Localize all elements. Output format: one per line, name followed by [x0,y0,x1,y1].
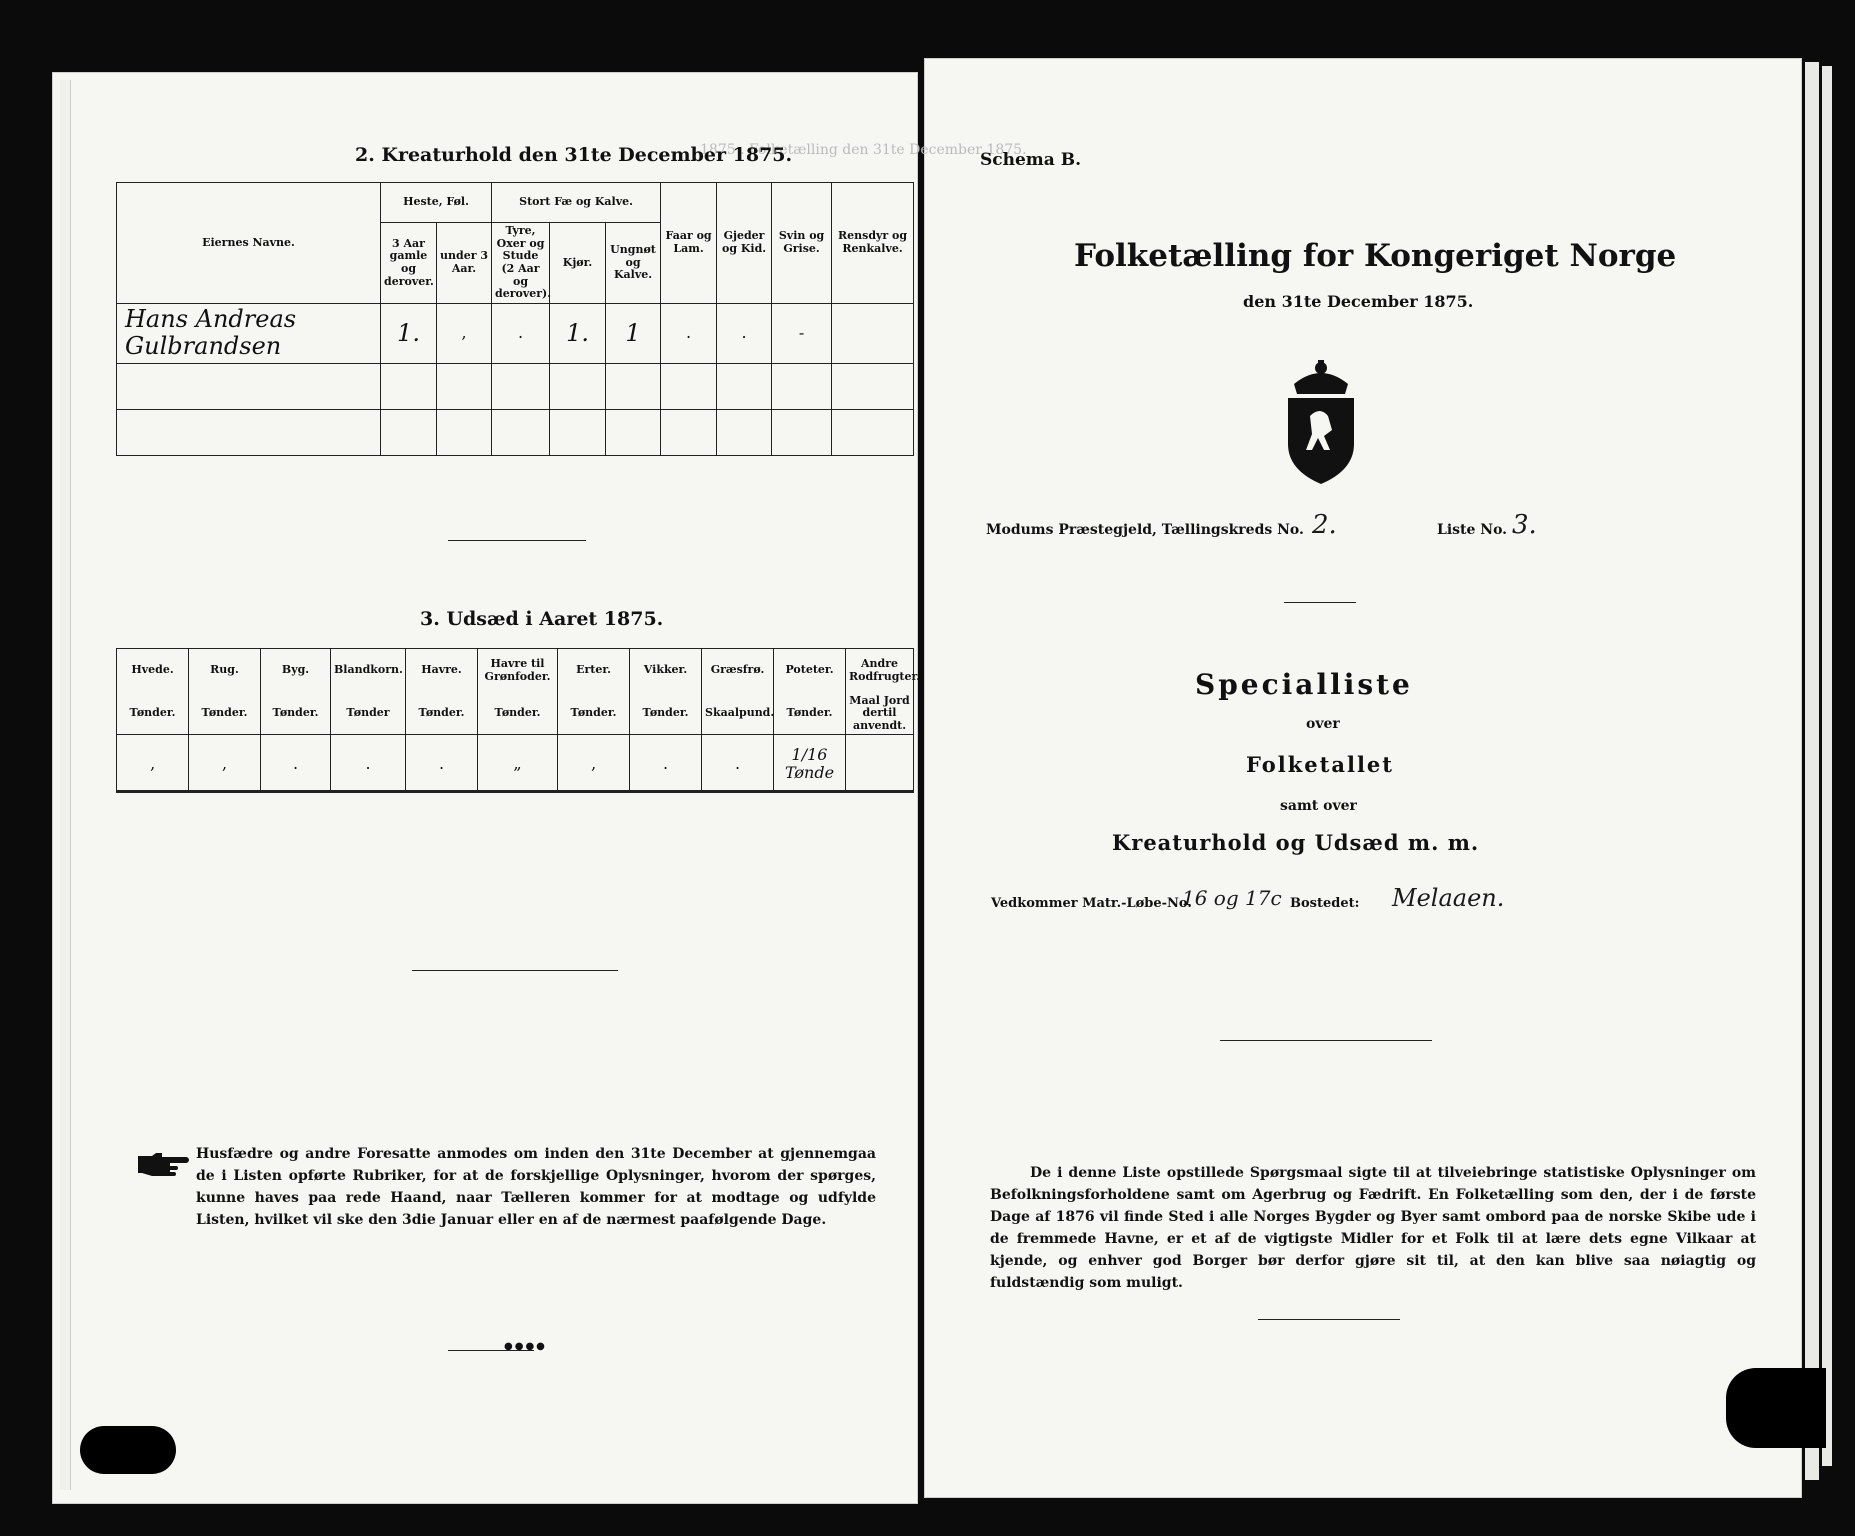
table-row [117,303,914,363]
sowing-column-unit: Tønder. [774,693,846,735]
bleed-through-text: 1875 . Folketælling den 31te December 1875. [700,142,1027,158]
main-title: Folketælling for Kongeriget Norge [1074,238,1677,274]
sowing-column-header: Havre til Grønfoder. [478,649,558,693]
sowing-column-unit: Tønder. [558,693,630,735]
sowing-column-unit: Tønder [331,693,406,735]
subtitle: den 31te December 1875. [1243,292,1474,311]
sowing-table [116,648,921,793]
divider [116,790,913,793]
notice-paragraph: Husfædre og andre Foresatte anmodes om inden den 31te December at gjennemgaa de i Listen opførte Rubriker, for at de forskjellige Oplysninger, hvorom der spørges, kunne haves paa rede Haand, naar Tælleren kommer for at modtage og udfylde Listen, hvilket vil ske den 3die Januar eller en af de nærmest paafølgende Dage. [196,1146,876,1228]
cows-value: 1. [550,303,606,363]
scan-blot [1726,1368,1826,1448]
sowing-column-header: Poteter. [774,649,846,693]
sowing-value: ‚ [558,735,630,793]
page-edge [1805,62,1819,1480]
cows-header: Kjør. [550,223,606,304]
goats-value: . [717,303,772,363]
kreds-number: 2. [1312,510,1337,540]
young-cattle-value: 1 [606,303,661,363]
sowing-value [846,735,914,793]
divider [1220,1040,1432,1041]
sowing-column-header: Havre. [406,649,478,693]
table-row [117,364,914,410]
matr-number: 16 og 17c [1182,886,1282,910]
bulls-header: Tyre, Oxer og Stude (2 Aar og derover). [492,223,550,304]
kreaturhold-heading: Kreaturhold og Udsæd m. m. [1112,830,1480,855]
horses-young-header: under 3 Aar. [437,223,492,304]
schema-label: Schema B. [980,150,1082,170]
table-row [117,410,914,456]
sheep-header: Faar og Lam. [661,183,717,304]
sowing-column-unit: Tønder. [117,693,189,735]
bulls-value: . [492,303,550,363]
bosted-value: Melaaen. [1392,884,1505,912]
intro-text: De i denne Liste opstillede Spørgsmaal sigte til at tilveiebringe statistiske Oplysninger om Befolkningsforholdene samt om Agerbrug og Fædrift. En Folketælling som den, der i de første Dage af 1876 vil finde Sted i alle Norges Bygder og Byer samt ombord paa de norske Skibe ude i de fremmede Havne, er et af de vigtigste Midler for et Folk til at lære dets egne Vilkaar at kjende, og enhver god Borger bør derfor gjøre sit til, at den kan blive saa nøiagtig og fuldstændig som muligt. [990,1165,1756,1291]
sowing-column-unit: Maal Jord dertil anvendt. [846,693,914,735]
over-label: over [1306,716,1340,732]
young-cattle-header: Ungnøt og Kalve. [606,223,661,304]
sowing-column-header: Hvede. [117,649,189,693]
sowing-column-header: Rug. [189,649,261,693]
norway-coat-of-arms-icon [1280,358,1362,486]
sowing-column-header: Vikker. [630,649,702,693]
sowing-column-unit: Tønder. [189,693,261,735]
sowing-value: . [331,735,406,793]
sowing-value: , [189,735,261,793]
horses-header: Heste, Føl. [381,183,492,223]
liste-number: 3. [1512,510,1537,540]
sowing-column-header: Erter. [558,649,630,693]
sheep-value: . [661,303,717,363]
sowing-value: . [261,735,331,793]
sowing-column-header: Græsfrø. [702,649,774,693]
horses-old-header: 3 Aar gamle og derover. [381,223,437,304]
folketallet-heading: Folketallet [1246,752,1394,777]
page-edge [1822,66,1832,1466]
goats-header: Gjeder og Kid. [717,183,772,304]
horses-old-value: 1. [381,303,437,363]
specialliste-heading: Specialliste [1195,668,1413,701]
pigs-value: - [772,303,832,363]
sowing-column-unit: Tønder. [630,693,702,735]
sowing-column-unit: Skaalpund. [702,693,774,735]
cattle-header: Stort Fæ og Kalve. [492,183,661,223]
district-label: Modums Præstegjeld, Tællingskreds No. [986,522,1304,538]
matr-label: Vedkommer Matr.-Løbe-No. [991,896,1192,911]
reindeer-value [832,303,914,363]
sowing-value: „ [478,735,558,793]
horses-young-value: , [437,303,492,363]
liste-label: Liste No. [1437,522,1508,538]
dotted-ornament: ●●●● [504,1341,547,1352]
sowing-column-unit: Tønder. [261,693,331,735]
section2-title: 2. Kreaturhold den 31te December 1875. [355,144,793,166]
sowing-value: . [406,735,478,793]
sowing-column-header: Byg. [261,649,331,693]
divider [1284,602,1356,603]
sowing-value: ‚ [117,735,189,793]
sowing-column-unit: Tønder. [406,693,478,735]
reindeer-header: Rensdyr og Renkalve. [832,183,914,304]
intro-paragraph [990,1162,1756,1294]
scan-blot [80,1426,176,1474]
owner-header: Eiernes Navne. [117,183,381,304]
sowing-value: 1/16 Tønde [774,735,846,793]
sowing-column-header: Blandkorn. [331,649,406,693]
divider [1258,1319,1400,1320]
divider [412,970,618,971]
divider [448,540,586,541]
sowing-column-header: Andre Rodfrugter. [846,649,914,693]
pointing-hand-icon [136,1150,190,1176]
left-page-edge [60,80,71,1490]
livestock-table [116,182,914,456]
samt-over-label: samt over [1280,798,1357,814]
pigs-header: Svin og Grise. [772,183,832,304]
sowing-value: . [630,735,702,793]
section3-title: 3. Udsæd i Aaret 1875. [420,608,664,630]
sowing-value: . [702,735,774,793]
sowing-column-unit: Tønder. [478,693,558,735]
table-row [117,735,914,793]
bosted-label: Bostedet: [1290,896,1360,911]
owner-name: Hans Andreas Gulbrandsen [117,303,381,363]
